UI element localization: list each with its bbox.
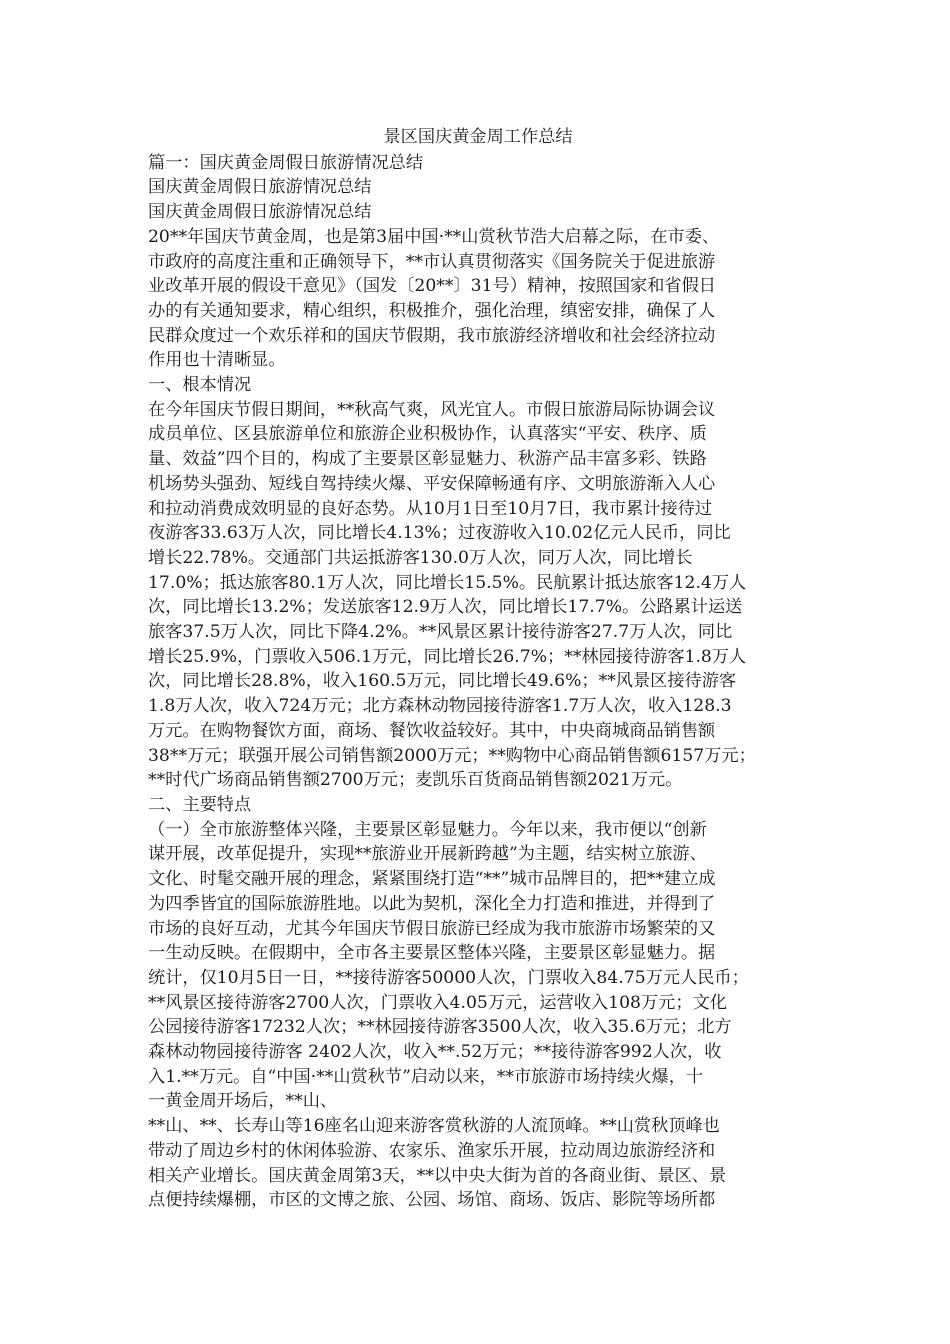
document-line: 公园接待游客17232人次；**林园接待游客3500人次，收入35.6万元；北方 [148,1017,732,1038]
document-line: 作用也十清晰显。 [148,350,286,371]
document-line: 办的有关通知要求，精心组织，积极推介，强化治理，缜密安排，确保了人 [148,300,716,321]
document-title: 景区国庆黄金周工作总结 [383,127,573,147]
document-line: 业改革开展的假设干意见》（国发〔20**〕31号）精神，按照国家和省假日 [148,276,716,297]
document-line: 带动了周边乡村的休闲体验游、农家乐、渔家乐开展，拉动周边旅游经济和 [148,1140,716,1161]
document-line: 万元。在购物餐饮方面，商场、餐饮收益较好。其中，中央商城商品销售额 [148,720,716,741]
document-line: 统计，仅10月5日一日，**接待游客50000人次，门票收入84.75万元人民币； [148,967,749,988]
document-line: 增长25.9%，门票收入506.1万元，同比增长26.7%；**林园接待游客1.8万人 [148,646,747,667]
document-line: 和拉动消费成效明显的良好态势。从10月1日至10月7日，我市累计接待过 [148,498,713,519]
document-line: 点便持续爆棚，市区的文博之旅、公园、场馆、商场、饭店、影院等场所都 [148,1190,716,1211]
document-line: 谋开展，改革促提升，实现**旅游业开展新跨越”为主题，结实树立旅游、 [148,844,707,865]
document-line: **时代广场商品销售额2700万元；麦凯乐百货商品销售额2021万元。 [148,770,683,791]
document-line: 相关产业增长。国庆黄金周第3天，**以中央大街为首的各商业街、景区、景 [148,1165,727,1186]
document-line: **山、**、长寿山等16座名山迎来游客赏秋游的人流顶峰。**山赏秋顶峰也 [148,1116,720,1137]
document-line: 20**年国庆节黄金周，也是第3届中国·**山赏秋节浩大启幕之际，在市委、 [148,226,720,247]
document-line: 文化、时髦交融开展的理念，紧紧围绕打造“**”城市品牌目的，把**建立成 [148,869,716,890]
document-line: 次，同比增长13.2%；发送旅客12.9万人次，同比增长17.7%。公路累计运送 [148,597,743,618]
document-line: 森林动物园接待游客 2402人次，收入**.52万元；**接待游客992人次，收 [148,1042,722,1063]
document-line: 民群众度过一个欢乐祥和的国庆节假期，我市旅游经济增收和社会经济拉动 [148,325,716,346]
document-body [148,151,808,1213]
document-line: 机场势头强劲、短线自驾持续火爆、平安保障畅通有序、文明旅游渐入人心 [148,473,716,494]
document-line: 17.0%；抵达旅客80.1万人次，同比增长15.5%。民航累计抵达旅客12.4万人 [148,572,747,593]
document-line: 增长22.78%。交通部门共运抵游客130.0万人次，同万人次，同比增长 [148,547,693,568]
document-line: 成员单位、区县旅游单位和旅游企业积极协作，认真落实“平安、秩序、质 [148,424,707,445]
document-line: 夜游客33.63万人次，同比增长4.13%；过夜游收入10.02亿元人民币，同比 [148,523,731,544]
document-line: 入1.**万元。自“中国·**山赏秋节”启动以来，**市旅游市场持续火爆，十 [148,1066,704,1087]
document-line: 二、主要特点 [148,794,252,815]
document-line: **风景区接待游客2700人次，门票收入4.05万元，运营收入108万元；文化 [148,992,727,1013]
document-line: 国庆黄金周假日旅游情况总结 [148,202,372,223]
document-line: 市场的良好互动，尤其今年国庆节假日旅游已经成为我市旅游市场繁荣的又 [148,918,716,939]
document-line: 一、根本情况 [148,375,252,396]
document-line: 国庆黄金周假日旅游情况总结 [148,177,372,198]
document-line: （一）全市旅游整体兴隆，主要景区彰显魅力。今年以来，我市便以“创新 [148,819,707,840]
document-line: 1.8万人次，收入724万元；北方森林动物园接待游客1.7万人次，收入128.3 [148,696,732,717]
document-line: 量、效益”四个目的，构成了主要景区彰显魅力、秋游产品丰富多彩、铁路 [148,449,707,470]
document-line: 篇一：国庆黄金周假日旅游情况总结 [148,152,424,173]
document-line: 一黄金周开场后，**山、 [148,1091,338,1112]
document-line: 次，同比增长28.8%，收入160.5万元，同比增长49.6%；**风景区接待游客 [148,671,737,692]
document-line: 一生动反映。在假期中，全市各主要景区整体兴隆，主要景区彰显魅力。据 [148,943,716,964]
document-line: 在今年国庆节假日期间，**秋高气爽，风光宜人。市假日旅游局际协调会议 [148,399,716,420]
document-line: 旅客37.5万人次，同比下降4.2%。**风景区累计接待游客27.7万人次，同比 [148,622,733,643]
document-page [148,125,808,1213]
document-line: 为四季皆宜的国际旅游胜地。以此为契机，深化全力打造和推进，并得到了 [148,893,716,914]
document-line: 38**万元；联强开展公司销售额2000万元；**购物中心商品销售额6157万元； [148,745,756,766]
document-line: 市政府的高度注重和正确领导下，**市认真贯彻落实《国务院关于促进旅游 [148,251,716,272]
